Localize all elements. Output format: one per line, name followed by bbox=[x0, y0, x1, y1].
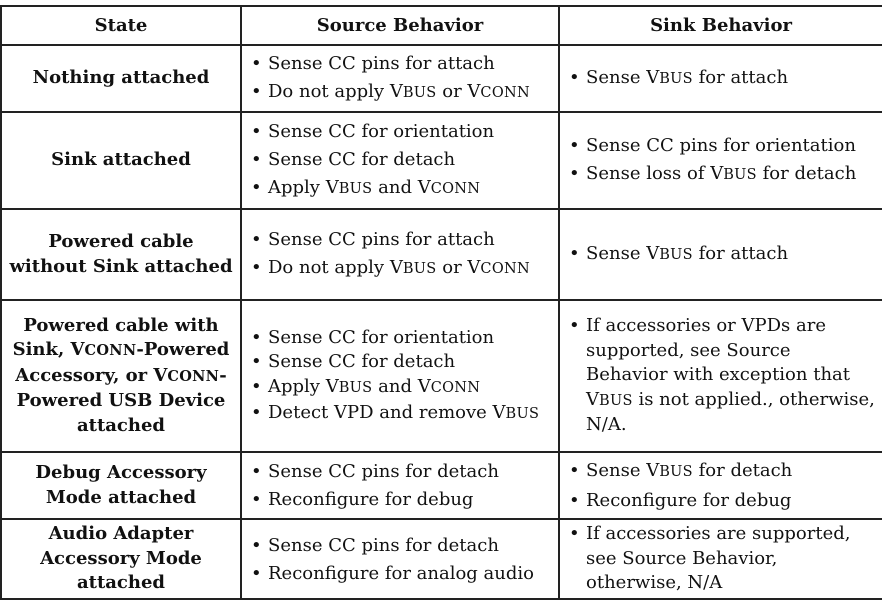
source-behavior-list bbox=[250, 326, 552, 426]
sink-behavior-list bbox=[568, 458, 876, 513]
list-item: • Sense CC for detach bbox=[250, 147, 552, 172]
list-item: • Sense CC pins for orientation bbox=[568, 133, 876, 158]
list-item: • Sense CC pins for detach bbox=[250, 533, 552, 558]
sink-behavior-list bbox=[568, 522, 876, 596]
table-row bbox=[1, 209, 882, 300]
sink-behavior-cell bbox=[559, 209, 882, 300]
list-item: • Sense CC pins for attach bbox=[250, 227, 552, 252]
list-item: • Sense CC for detach bbox=[250, 350, 552, 375]
state-cell: Powered cable without Sink attached bbox=[1, 209, 241, 300]
sink-behavior-list bbox=[568, 133, 876, 188]
list-item: • Sense CC pins for attach bbox=[250, 51, 552, 76]
source-behavior-list bbox=[250, 51, 552, 106]
sink-behavior-cell bbox=[559, 300, 882, 452]
state-cell: Debug Accessory Mode attached bbox=[1, 452, 241, 519]
cc-behavior-table bbox=[0, 5, 882, 600]
sink-behavior-cell bbox=[559, 45, 882, 112]
list-item: • Apply VBUS and VCONN bbox=[250, 375, 552, 401]
sink-behavior-header: Sink Behavior bbox=[559, 6, 882, 45]
sink-behavior-list bbox=[568, 314, 876, 438]
source-behavior-list bbox=[250, 459, 552, 512]
source-behavior-cell bbox=[241, 519, 559, 599]
list-item: • Detect VPD and remove VBUS bbox=[250, 401, 552, 427]
list-item: • Reconfigure for debug bbox=[568, 488, 876, 513]
source-behavior-cell bbox=[241, 112, 559, 209]
header-row bbox=[1, 6, 882, 45]
table-row bbox=[1, 112, 882, 209]
source-behavior-cell bbox=[241, 452, 559, 519]
list-item: • If accessories or VPDs are supported, see Source Behavior with exception that VBUS is not applied., otherwise, N/A. bbox=[568, 314, 876, 438]
sink-behavior-cell bbox=[559, 112, 882, 209]
state-cell: Nothing attached bbox=[1, 45, 241, 112]
list-item: • Reconfigure for analog audio bbox=[250, 561, 552, 586]
state-header: State bbox=[1, 6, 241, 45]
sink-behavior-cell bbox=[559, 452, 882, 519]
sink-behavior-cell bbox=[559, 519, 882, 599]
list-item: • Apply VBUS and VCONN bbox=[250, 175, 552, 202]
sink-behavior-list bbox=[568, 241, 876, 268]
source-behavior-list bbox=[250, 533, 552, 586]
list-item: • Sense VBUS for attach bbox=[568, 65, 876, 92]
table-row bbox=[1, 452, 882, 519]
list-item: • Sense CC for orientation bbox=[250, 326, 552, 351]
source-behavior-list bbox=[250, 119, 552, 202]
list-item: • Do not apply VBUS or VCONN bbox=[250, 79, 552, 106]
list-item: • Sense VBUS for detach bbox=[568, 458, 876, 485]
source-behavior-cell bbox=[241, 300, 559, 452]
source-behavior-header: Source Behavior bbox=[241, 6, 559, 45]
list-item: • Sense VBUS for attach bbox=[568, 241, 876, 268]
list-item: • Sense loss of VBUS for detach bbox=[568, 161, 876, 188]
list-item: • Do not apply VBUS or VCONN bbox=[250, 255, 552, 282]
state-cell: Powered cable with Sink, VCONN-Powered Accessory, or VCONN-Powered USB Device attached bbox=[1, 300, 241, 452]
table-row bbox=[1, 300, 882, 452]
state-cell: Audio Adapter Accessory Mode attached bbox=[1, 519, 241, 599]
source-behavior-cell bbox=[241, 209, 559, 300]
source-behavior-cell bbox=[241, 45, 559, 112]
source-behavior-list bbox=[250, 227, 552, 282]
list-item: • If accessories are supported, see Source Behavior, otherwise, N/A bbox=[568, 522, 876, 596]
list-item: • Reconfigure for debug bbox=[250, 487, 552, 512]
table-row bbox=[1, 45, 882, 112]
state-cell: Sink attached bbox=[1, 112, 241, 209]
list-item: • Sense CC pins for detach bbox=[250, 459, 552, 484]
sink-behavior-list bbox=[568, 65, 876, 92]
table-row bbox=[1, 519, 882, 599]
list-item: • Sense CC for orientation bbox=[250, 119, 552, 144]
